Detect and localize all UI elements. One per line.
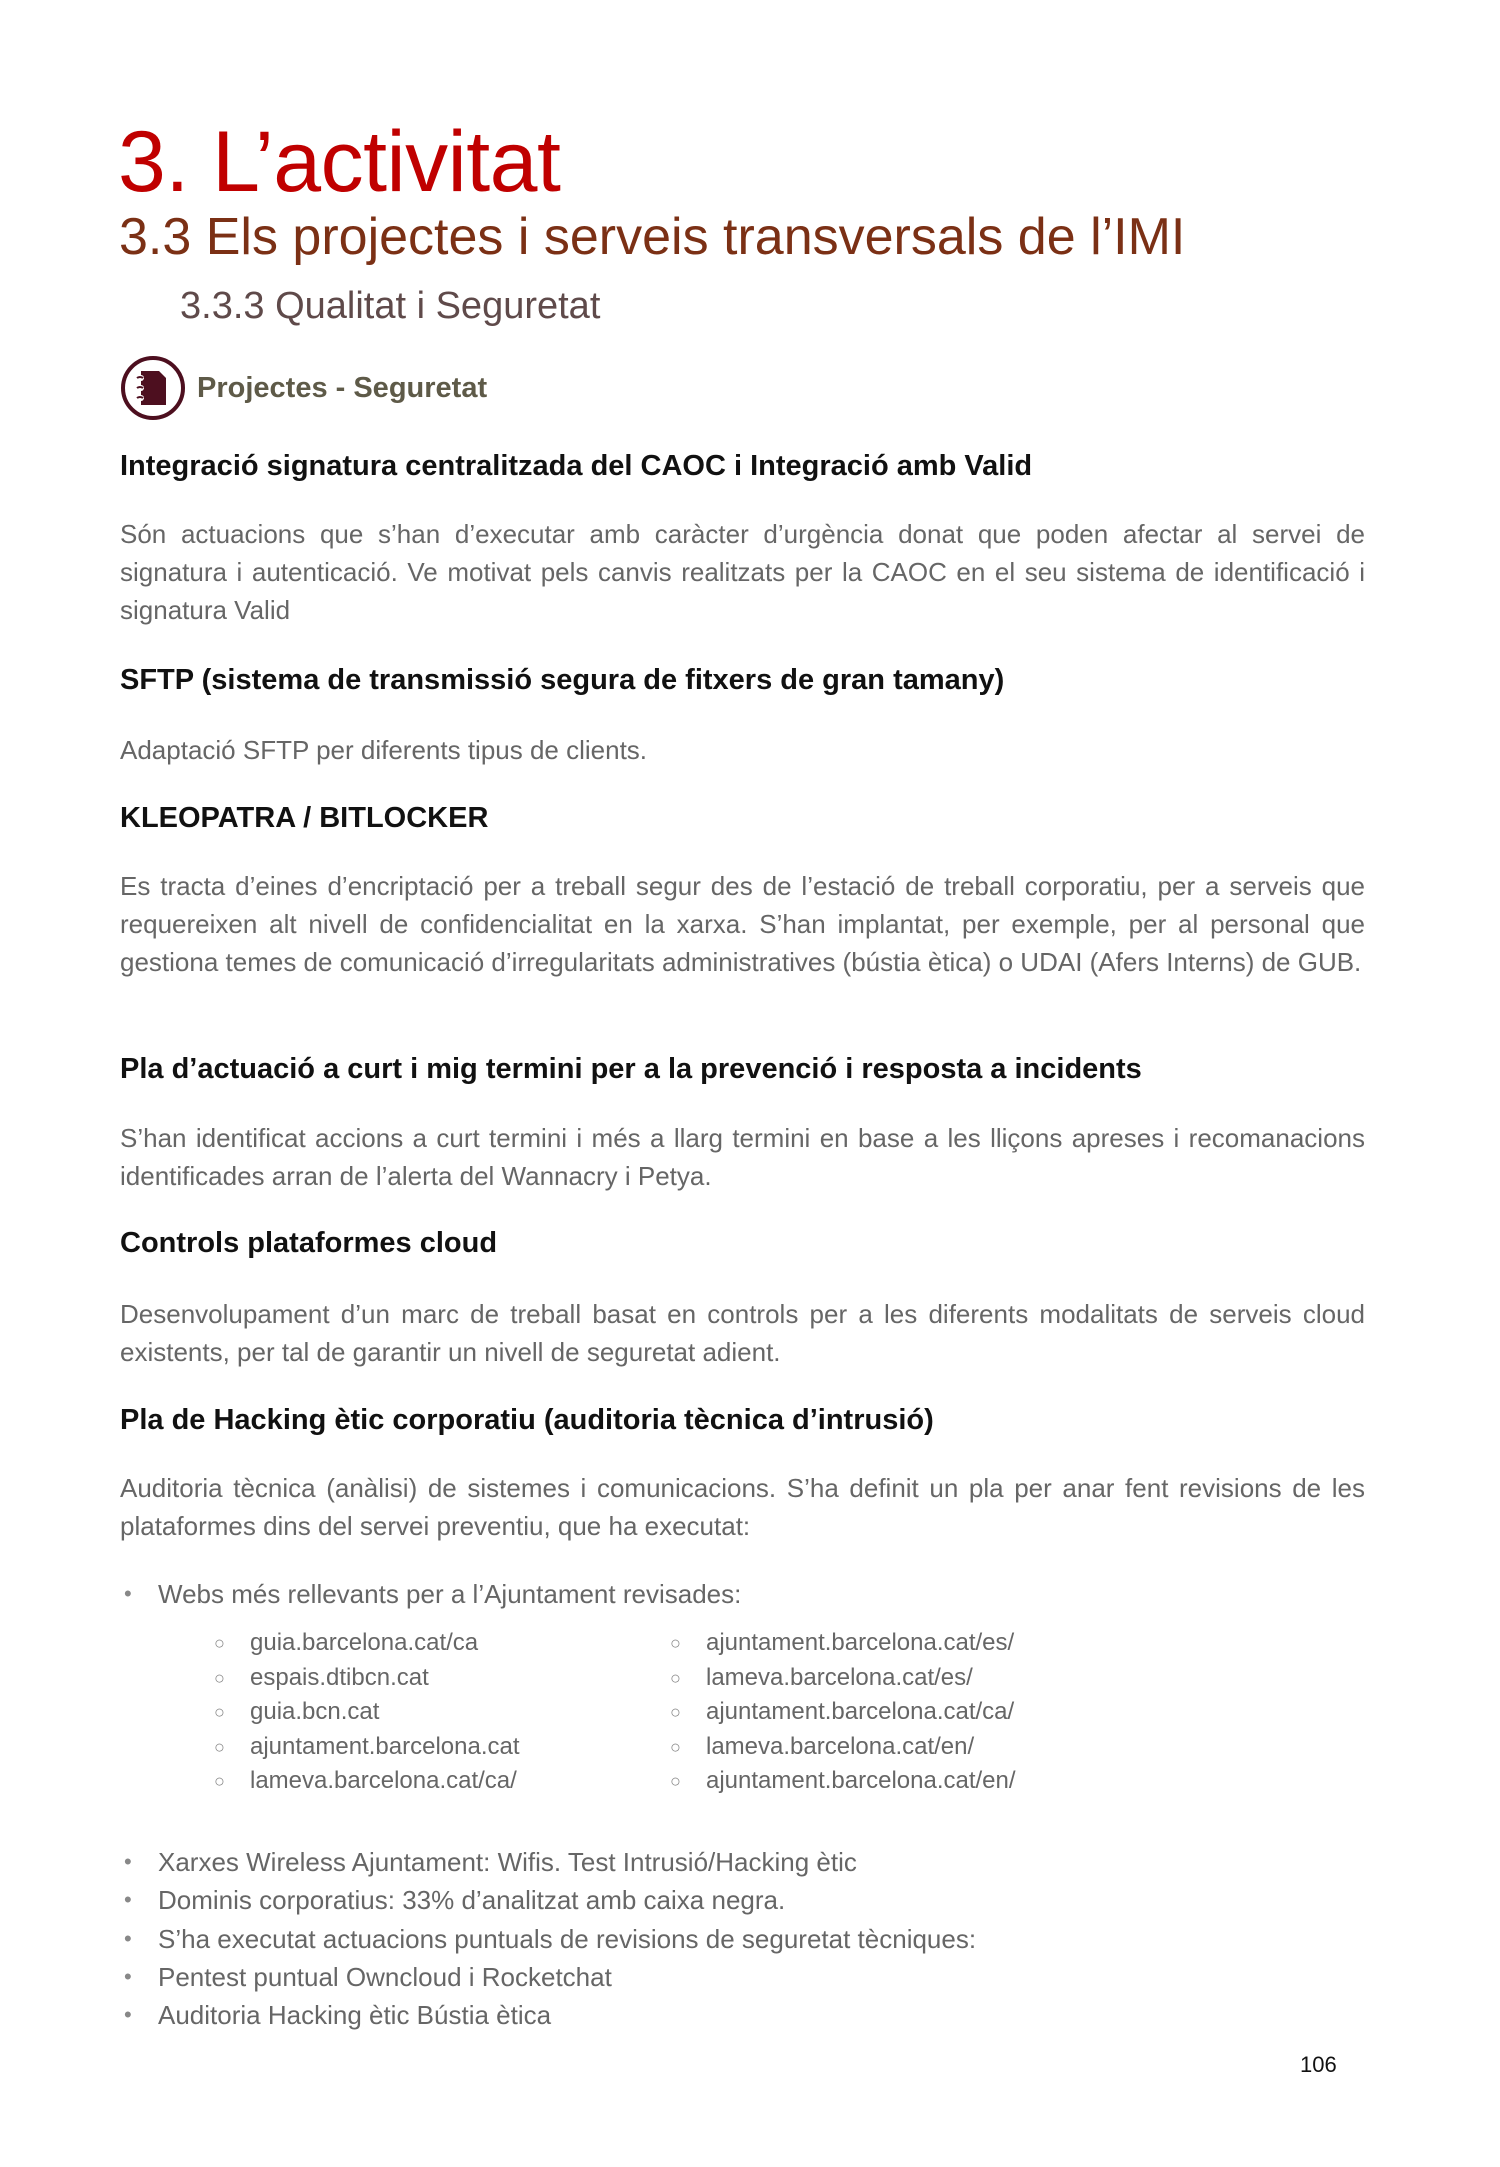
circle-bullet-icon: ○ [670,1771,681,1792]
category-header [119,354,487,422]
list-item-text: Pentest puntual Owncloud i Rocketchat [158,1961,612,1992]
circle-bullet-icon: ○ [214,1771,225,1792]
list-item-text: Auditoria Hacking ètic Bústia ètica [158,2000,552,2031]
category-label: Projectes - Seguretat [197,371,488,404]
section-heading-caoc: Integració signatura centralitzada del CAOC i Integració amb Valid [120,450,1033,482]
list-item-text: Xarxes Wireless Ajuntament: Wifis. Test Intrusió/Hacking ètic [158,1847,857,1877]
list-item-text: Dominis corporatius: 33% d’analitzat amb caixa negra. [158,1885,786,1916]
section-heading-pla-actuacio: Pla d’actuació a curt i mig termini per a la prevenció i resposta a incidents [120,1053,1142,1085]
list-item [120,1958,1365,1996]
web-item [214,1730,520,1765]
web-item [670,1661,1016,1696]
web-url: guia.bcn.cat [250,1698,380,1726]
bullet-icon: • [124,1887,132,1913]
webs-list-right [670,1626,1016,1799]
section-body-hacking: Auditoria tècnica (anàlisi) de sistemes i comunicacions. S’ha definit un pla per anar fent revisions de les plataformes dins del servei preventiu, que ha executat: [120,1473,1365,1541]
notebook-icon [119,354,187,422]
section-body-kleopatra: Es tracta d’eines d’encriptació per a treball segur des de l’estació de treball corporatiu, per a serveis que requereixen alt nivell de confidencialitat en la xarxa. S’han implantat, per exemple, per al personal que gestiona temes de comunicació d’irregularitats administratives (bústia ètica) o UDAI (Afers Interns) de GUB. [120,871,1365,977]
section-body-caoc: Són actuacions que s’han d’executar amb caràcter d’urgència donat que poden afectar al servei de signatura i autenticació. Ve motivat pels canvis realitzats per la CAOC en el seu sistema de identificació i signatura Valid [120,519,1365,625]
circle-bullet-icon: ○ [214,1633,225,1653]
list-item [120,1881,1365,1919]
web-url: ajuntament.barcelona.cat/ca/ [706,1698,1015,1726]
circle-bullet-icon: ○ [214,1736,225,1757]
list-item-text: S’ha executat actuacions puntuals de revisions de seguretat tècniques: [158,1923,977,1954]
list-item [120,1996,1365,2034]
bullet-icon: • [124,1963,132,1989]
web-item [214,1661,520,1696]
list-item [120,1843,1365,1881]
web-item [670,1626,1016,1661]
webs-bullet-list [120,1575,1365,1613]
web-url: ajuntament.barcelona.cat [250,1732,520,1760]
bullet-icon: • [124,2002,132,2028]
section-title: 3.3 Els projectes i serveis transversals de l’IMI [119,208,1186,266]
section-heading-hacking: Pla de Hacking ètic corporatiu (auditoria tècnica d’intrusió) [120,1404,934,1436]
chapter-title: 3. L’activitat [118,114,561,210]
webs-list-left [214,1626,520,1799]
section-heading-kleopatra: KLEOPATRA / BITLOCKER [120,802,489,834]
web-url: ajuntament.barcelona.cat/es/ [706,1629,1015,1656]
circle-bullet-icon: ○ [214,1667,225,1688]
web-item [670,1764,1016,1799]
web-url: lameva.barcelona.cat/es/ [706,1663,973,1691]
list-item [120,1920,1365,1958]
circle-bullet-icon: ○ [670,1702,681,1723]
web-item [670,1695,1016,1730]
page-number: 106 [1300,2052,1337,2077]
section-body-sftp: Adaptació SFTP per diferents tipus de clients. [120,735,648,765]
web-url: espais.dtibcn.cat [250,1663,429,1691]
section-heading-sftp: SFTP (sistema de transmissió segura de fitxers de gran tamany) [120,664,1005,696]
web-item [214,1764,520,1799]
list-item-text: Webs més rellevants per a l’Ajuntament revisades: [158,1579,742,1609]
web-item [214,1695,520,1730]
subsection-title: 3.3.3 Qualitat i Seguretat [180,285,601,327]
section-body-pla-actuacio: S’han identificat accions a curt termini i més a llarg termini en base a les lliçons apreses i recomanacions identificades arran de l’alerta del Wannacry i Petya. [120,1123,1365,1191]
bullet-icon: • [124,1925,132,1951]
list-item [120,1575,1365,1613]
circle-bullet-icon: ○ [670,1633,681,1653]
section-heading-cloud: Controls plataformes cloud [120,1227,498,1259]
circle-bullet-icon: ○ [670,1736,681,1757]
results-bullet-list [120,1843,1365,2034]
bullet-icon: • [124,1581,132,1606]
web-url: lameva.barcelona.cat/ca/ [250,1767,517,1795]
web-url: ajuntament.barcelona.cat/en/ [706,1767,1016,1795]
web-item [214,1626,520,1661]
bullet-icon: • [124,1849,132,1874]
section-body-cloud: Desenvolupament d’un marc de treball basat en controls per a les diferents modalitats de serveis cloud existents, per tal de garantir un nivell de seguretat adient. [120,1299,1365,1367]
circle-bullet-icon: ○ [670,1667,681,1688]
web-url: guia.barcelona.cat/ca [250,1629,479,1656]
web-item [670,1730,1016,1765]
circle-bullet-icon: ○ [214,1702,225,1723]
web-url: lameva.barcelona.cat/en/ [706,1732,975,1760]
